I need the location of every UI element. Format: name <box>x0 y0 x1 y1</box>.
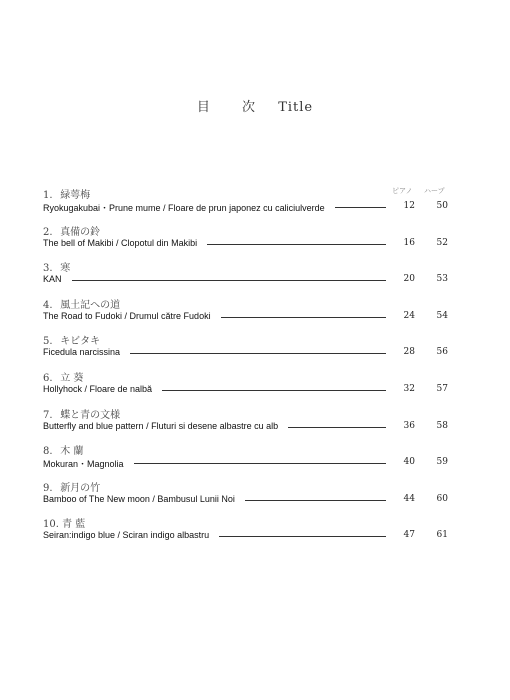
entry-japanese-title <box>43 296 120 311</box>
toc-entry <box>0 186 510 226</box>
toc-entry <box>0 479 510 519</box>
entry-japanese-text: 青 藍 <box>62 519 86 531</box>
entry-page-harp: 58 <box>436 420 448 431</box>
entry-number: 8. <box>43 446 53 458</box>
entry-page-piano: 24 <box>403 310 415 321</box>
entry-english-title: The bell of Makibi / Clopotul din Makibi <box>43 237 198 248</box>
entry-number: 7. <box>43 409 53 421</box>
entry-number: 3. <box>43 263 53 275</box>
entry-page-harp: 61 <box>436 530 448 541</box>
entry-page-harp: 60 <box>436 493 448 504</box>
entry-number: 9. <box>43 482 53 494</box>
entry-english-title: Hollyhock / Floare de nalbă <box>43 384 153 394</box>
entry-english-title: Seiran:indigo blue / Sciran indigo albastru <box>43 530 210 541</box>
entry-page-harp: 57 <box>436 384 448 394</box>
entry-japanese-text: 真備の鈴 <box>60 226 101 238</box>
entry-japanese-text: 風土記への道 <box>60 299 121 311</box>
entry-leader-line <box>162 390 386 391</box>
entry-page-harp: 52 <box>436 237 448 248</box>
entry-japanese-text: 緑萼梅 <box>60 190 91 201</box>
entry-japanese-title <box>43 369 83 384</box>
toc-entry <box>0 406 510 446</box>
entry-page-piano: 16 <box>403 237 415 248</box>
toc-entry <box>0 296 510 336</box>
entry-leader-line <box>245 500 386 501</box>
entry-japanese-title <box>43 442 83 457</box>
entry-english-title: The Road to Fudoki / Drumul către Fudoki <box>43 310 211 321</box>
entry-page-harp: 53 <box>436 274 448 285</box>
column-header-piano: ピアノ <box>392 187 413 195</box>
entry-english-title: Bamboo of The New moon / Bambusul Lunii Noi <box>43 493 235 504</box>
entry-leader-line <box>207 244 386 245</box>
entry-english-title: Mokuran・Magnolia <box>43 459 124 470</box>
entry-number: 6. <box>43 373 53 384</box>
entry-japanese-text: キビタキ <box>60 336 101 348</box>
entry-english-title: Ficedula narcissina <box>43 347 121 358</box>
entry-page-piano: 12 <box>403 201 415 211</box>
entry-leader-line <box>72 280 386 281</box>
entry-number: 5. <box>43 336 53 348</box>
entry-japanese-title <box>43 332 100 347</box>
entry-page-piano: 44 <box>403 493 415 504</box>
toc-entry <box>0 223 510 263</box>
entry-japanese-title <box>43 515 85 530</box>
toc-entry <box>0 442 510 482</box>
entry-japanese-text: 寒 <box>60 263 71 275</box>
entry-page-piano: 28 <box>403 347 415 358</box>
entry-japanese-text: 新月の竹 <box>60 482 101 494</box>
entry-english-title: Ryokugakubai・Prune mume / Floare de prun japonez cu caliciulverde <box>43 203 325 213</box>
entry-leader-line <box>130 353 386 354</box>
entry-english-title: Butterfly and blue pattern / Fluturi si desene albastre cu alb <box>43 420 279 431</box>
entry-page-piano: 40 <box>403 457 415 468</box>
column-header-harp: ハープ <box>424 187 445 195</box>
entry-japanese-title <box>43 186 90 201</box>
toc-entry <box>0 369 510 409</box>
entry-japanese-text: 立 葵 <box>60 373 84 384</box>
toc-entry <box>0 332 510 372</box>
entry-japanese-title <box>43 259 70 274</box>
entry-page-piano: 36 <box>403 420 415 431</box>
entry-japanese-title <box>43 406 120 421</box>
page-title <box>0 96 510 115</box>
entry-english-title: KAN <box>43 274 62 285</box>
title-japanese: 目 次 <box>196 100 270 115</box>
entry-number: 2. <box>43 226 53 238</box>
toc-entry <box>0 515 510 555</box>
entry-page-harp: 50 <box>436 201 448 211</box>
entry-page-harp: 54 <box>436 310 448 321</box>
entry-leader-line <box>219 536 386 537</box>
entry-japanese-title <box>43 223 100 238</box>
entry-page-harp: 56 <box>436 347 448 358</box>
entry-japanese-title <box>43 479 100 494</box>
entry-leader-line <box>221 317 386 318</box>
title-english: Title <box>278 100 314 115</box>
entry-number: 1. <box>43 190 53 201</box>
entry-leader-line <box>288 427 386 428</box>
entry-page-piano: 32 <box>403 384 415 394</box>
entry-leader-line <box>134 463 386 464</box>
entry-number: 10. <box>43 519 59 531</box>
entry-page-piano: 20 <box>403 274 415 285</box>
entry-number: 4. <box>43 299 53 311</box>
entry-japanese-text: 木 蘭 <box>60 446 84 458</box>
entry-page-piano: 47 <box>403 530 415 541</box>
entry-japanese-text: 蝶と青の文様 <box>60 409 121 421</box>
toc-entry <box>0 259 510 299</box>
entry-page-harp: 59 <box>436 457 448 468</box>
entry-leader-line <box>335 207 386 208</box>
